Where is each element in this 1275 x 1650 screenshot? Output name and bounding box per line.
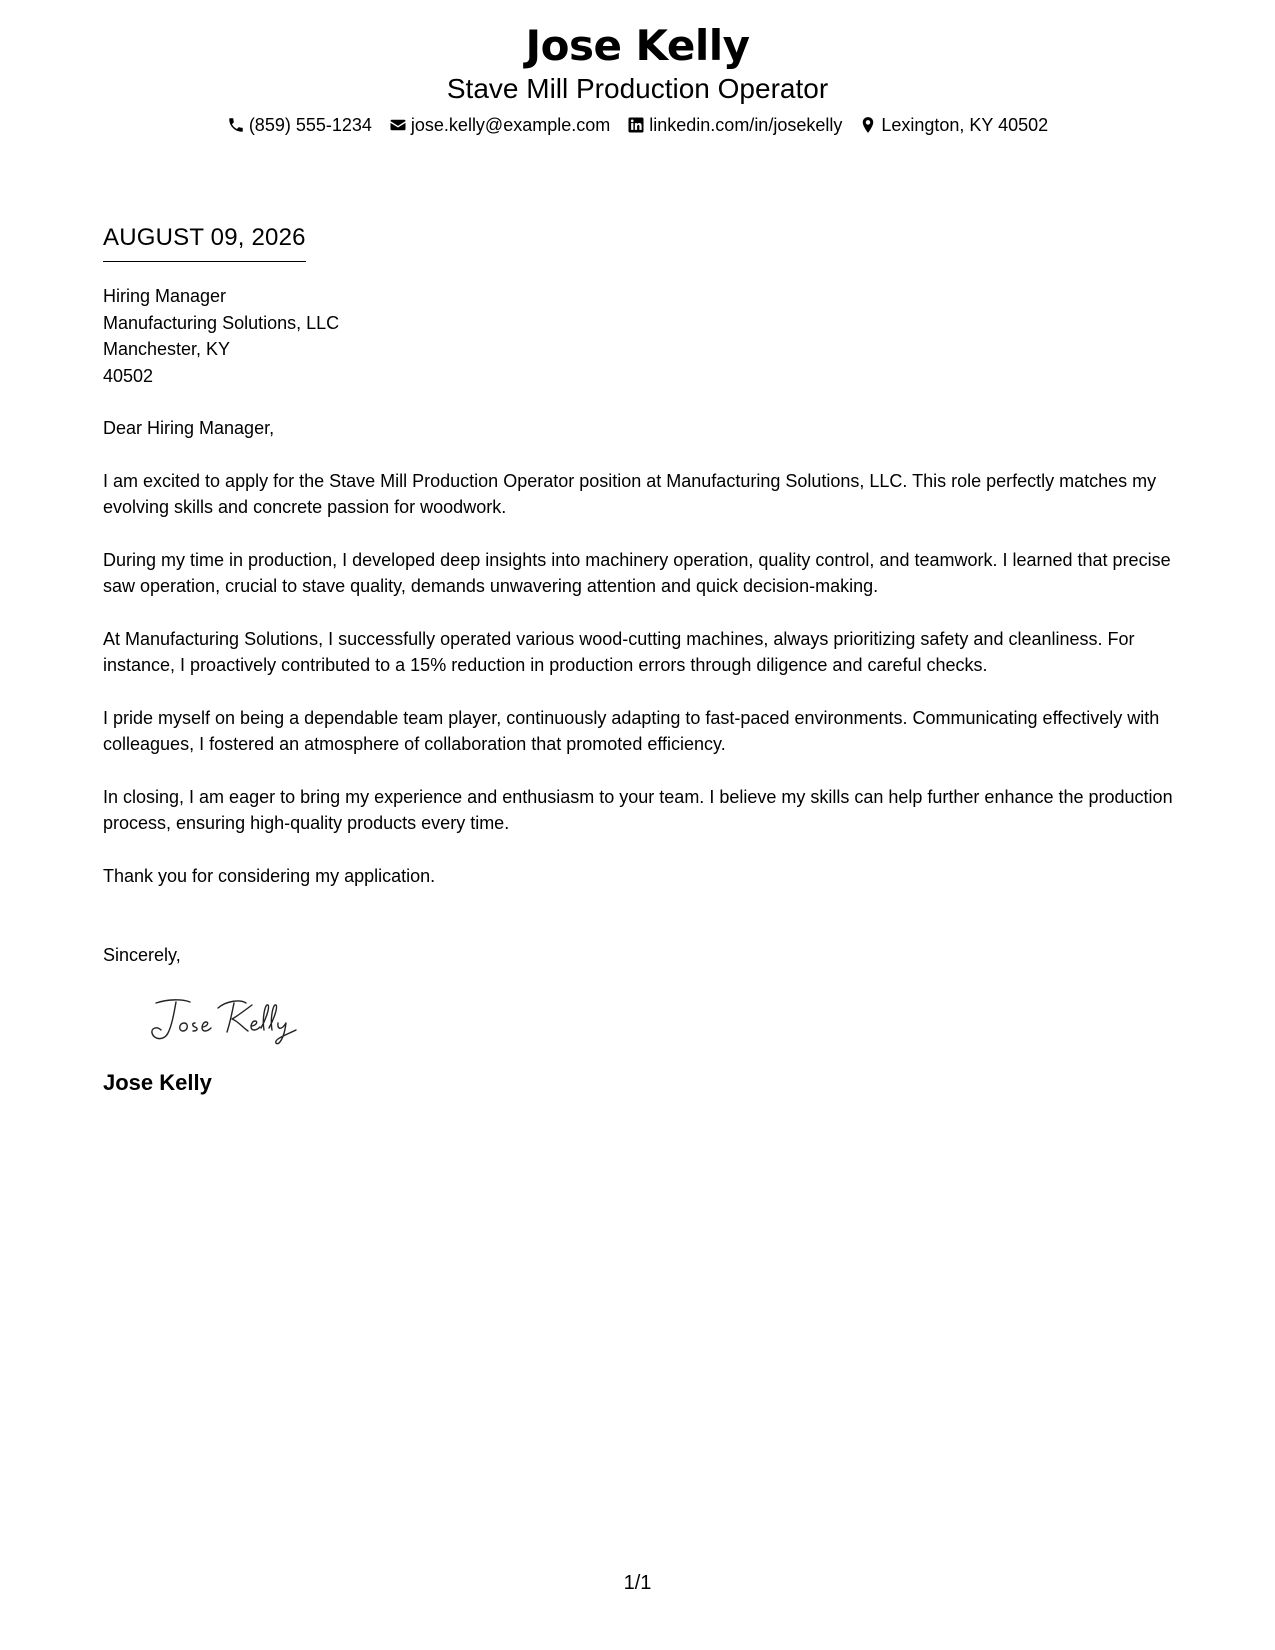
signer-name: Jose Kelly <box>103 1069 212 1095</box>
linkedin-icon <box>627 116 645 134</box>
applicant-name: Jose Kelly <box>525 21 750 70</box>
phone-icon <box>227 116 245 134</box>
phone-number: (859) 555-1234 <box>248 115 372 135</box>
contact-phone <box>227 113 372 137</box>
recipient-zip: 40502 <box>103 365 154 386</box>
contact-linkedin <box>627 113 842 137</box>
paragraph-teamwork: I pride myself on being a dependable team player, continuously adapting to fast-paced environments. Communicating effectively with colleagues, I fostered an atmosphere of collaboration that promoted efficiency. <box>103 707 1160 754</box>
recipient-company: Manufacturing Solutions, LLC <box>103 312 340 333</box>
location-text: Lexington, KY 40502 <box>881 115 1049 135</box>
contact-email <box>389 113 610 137</box>
recipient-line: Hiring Manager <box>103 286 227 306</box>
paragraph-intro: I am excited to apply for the Stave Mill Production Operator position at Manufacturing Solutions, LLC. This role perfectly matches my evolving skills and concrete passion for woodwork. <box>103 470 1157 517</box>
email-address: jose.kelly@example.com <box>410 115 611 135</box>
paragraph-experience: During my time in production, I developed deep insights into machinery operation, quality control, and teamwork. I learned that precise saw operation, crucial to stave quality, demands unwavering attention and quick decision-making. <box>103 549 1171 596</box>
recipient-city: Manchester, KY <box>103 339 231 359</box>
letter-header <box>0 18 1275 137</box>
handwritten-signature <box>148 993 318 1045</box>
linkedin-url: linkedin.com/in/josekelly <box>649 115 843 135</box>
contact-location <box>859 113 1048 137</box>
page-number: 1/1 <box>623 1572 652 1594</box>
contact-bar <box>0 113 1275 137</box>
paragraph-thanks: Thank you for considering my application. <box>103 865 436 886</box>
paragraph-achievements: At Manufacturing Solutions, I successfully operated various wood-cutting machines, always prioritizing safety and cleanliness. For instance, I proactively contributed to a 15% reduction in production errors through diligence and careful checks. <box>103 628 1135 675</box>
letter-body <box>103 222 1178 1097</box>
salutation: Dear Hiring Manager, <box>103 418 275 438</box>
job-title: Stave Mill Production Operator <box>446 73 829 104</box>
map-pin-icon <box>859 116 877 134</box>
closing: Sincerely, <box>103 945 181 965</box>
paragraph-closing: In closing, I am eager to bring my experience and enthusiasm to your team. I believe my skills can help further enhance the production process, ensuring high-quality products every time. <box>103 786 1173 833</box>
letter-date: AUGUST 09, 2026 <box>103 222 306 262</box>
recipient-block <box>103 283 1178 389</box>
envelope-icon <box>389 116 407 134</box>
